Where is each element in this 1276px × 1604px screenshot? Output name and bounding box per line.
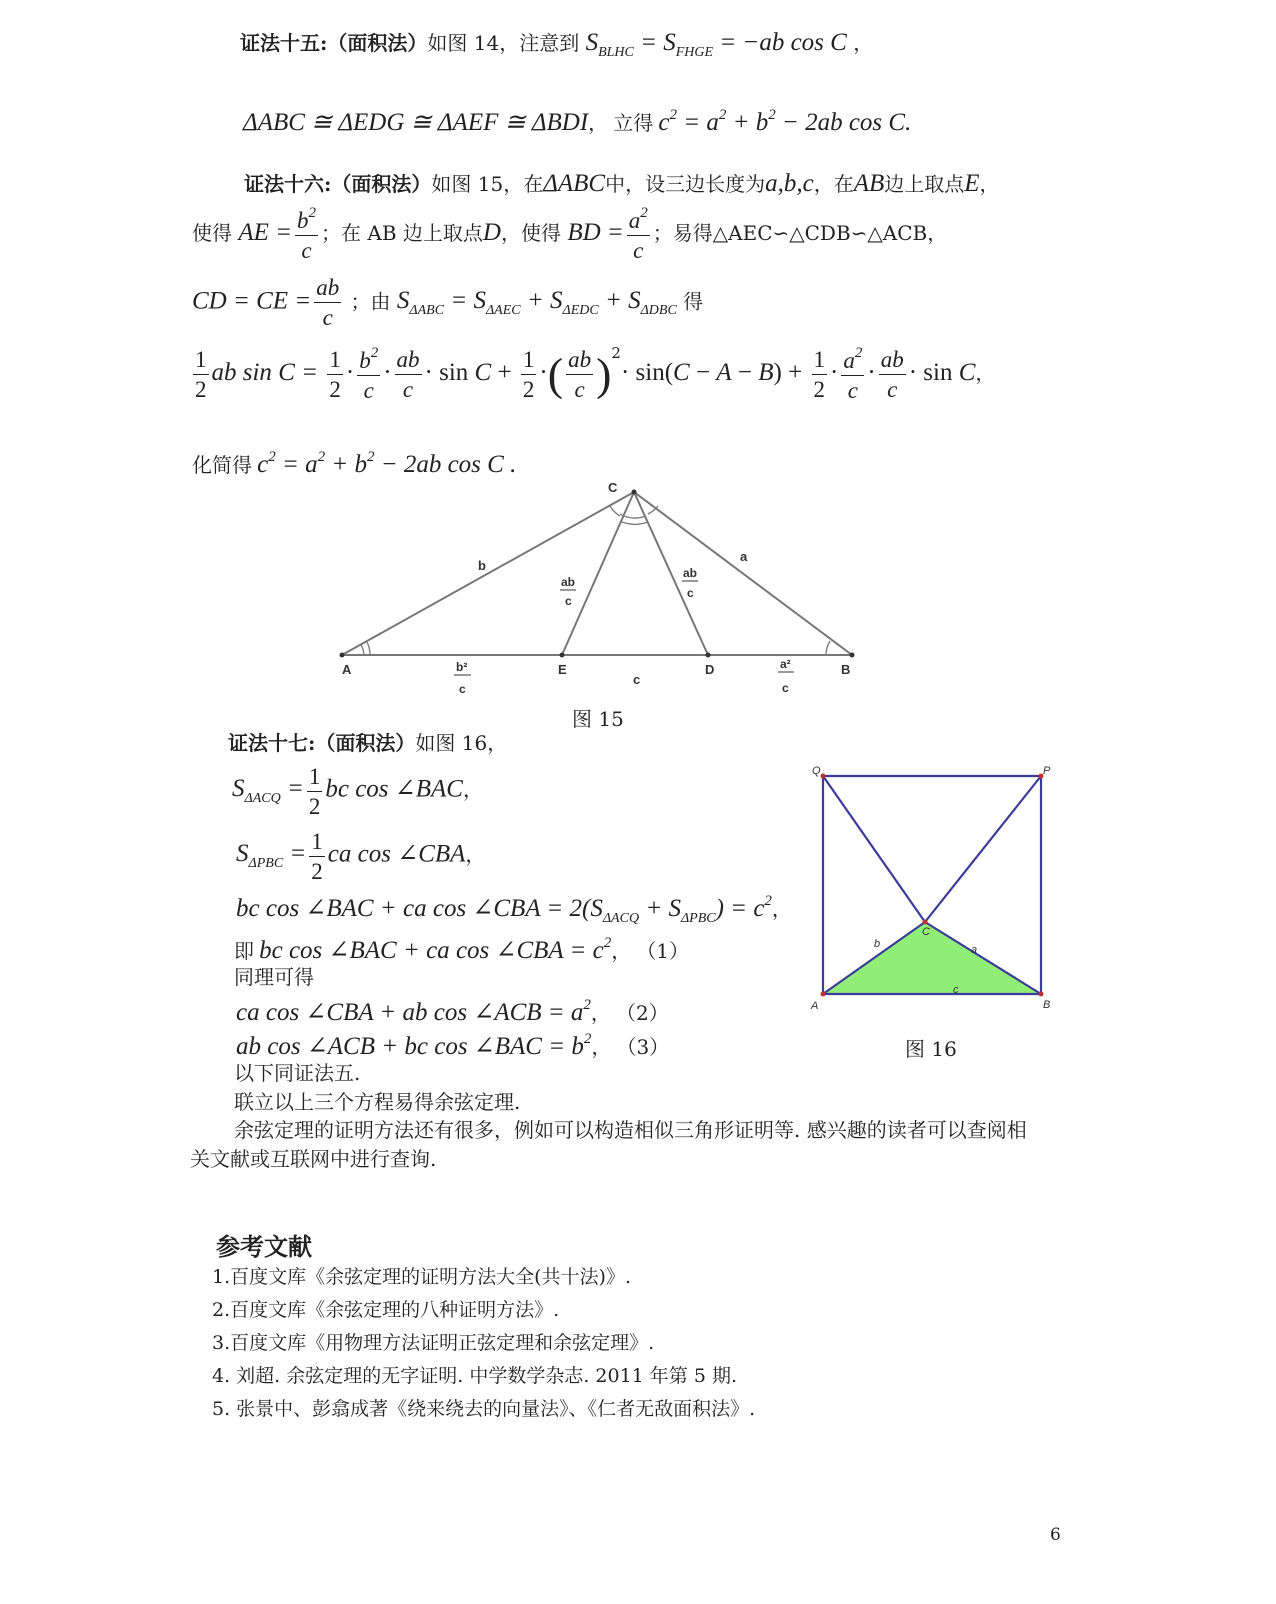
reference-item-5: 5. 张景中、彭翕成著《绕来绕去的向量法》、《仁者无敌面积法》. xyxy=(212,1398,756,1420)
proof-16-text-1: 如图 15，在 xyxy=(431,172,544,196)
fig15-label-b: b xyxy=(478,558,486,573)
svg-text:a²: a² xyxy=(780,657,791,671)
svg-text:c: c xyxy=(687,586,694,600)
proof-15-line-2: ΔABC ≅ ΔEDG ≅ ΔAEF ≅ ΔBDI， 立得 $c^2 = a^2 + b^2 - 2ab$ cos C. xyxy=(243,107,912,136)
fig15-label-E: E xyxy=(558,662,567,677)
references-heading: 参考文献 xyxy=(216,1232,312,1261)
fig15-label-B: B xyxy=(841,662,851,677)
proof-16-area-equation: $\frac{1}{2}$ ab sin C = $\frac{1}{2}$ · $\frac{b^2}{c}$ · $\frac{ab}{c}$ · sin C + $\frac{1}{2}$ ·( $\frac{ab}{c}$ )$^2$· sin(C − A − B) + $\frac{1}{2}$ · $\frac{a^2}{c}$ · $\frac{ab}{c}$ · sin C， xyxy=(195,343,996,404)
proof-15-conclude-text: 立得 xyxy=(613,111,654,135)
svg-text:b²: b² xyxy=(456,660,468,674)
proof-15-text: 如图 14，注意到 xyxy=(427,31,580,55)
svg-text:c: c xyxy=(782,681,789,695)
reference-item-3: 3.百度文库《用物理方法证明正弦定理和余弦定理》. xyxy=(212,1332,655,1354)
fig15-label-A: A xyxy=(342,662,352,677)
fig16-label-c: c xyxy=(953,984,959,996)
proof-15-formula-1: $S_{BLHC} = S_{FHGE} = -ab$ cos C xyxy=(585,29,847,60)
proof-17-eq-5: ca cos ∠CBA + ab cos ∠ACB = $a^2$， （2） xyxy=(236,997,669,1026)
reference-item-4: 4. 刘超. 余弦定理的无字证明. 中学数学杂志. 2011 年第 5 期. xyxy=(212,1365,738,1387)
proof-16-line-3: CD = CE = $\frac{ab}{c}$ ；由 $S_{\Delta ABC} = S_{\Delta AEC} + S_{\Delta EDC} + S_{\Delta DBC}$ 得 xyxy=(192,275,704,331)
proof-16-text-3: ，在 xyxy=(813,172,854,196)
proof-17-text: 如图 16， xyxy=(415,731,508,755)
fig16-label-C: C xyxy=(922,926,930,938)
proof-16-text-4: 边上取点 xyxy=(884,172,965,196)
proof-16-l2c: ，使得 xyxy=(500,220,561,245)
fig16-label-B: B xyxy=(1043,999,1051,1011)
proof-16-l3a: ；由 xyxy=(350,289,391,314)
proof-16-simplify-text: 化简得 xyxy=(192,453,252,477)
proof-17-eq-6: ab cos ∠ACB + bc cos ∠BAC = $b^2$， （3） xyxy=(236,1031,670,1060)
fig16-label-P: P xyxy=(1043,765,1051,777)
proof-15-cosine-law: $c^2 = a^2 + b^2 - 2ab$ cos C. xyxy=(658,107,912,136)
proof-16-l3b: 得 xyxy=(683,289,704,314)
fig15-label-D: D xyxy=(705,662,715,677)
proof-17-eq-2: $S_{\Delta PBC}$ = $\frac{1}{2}$ ca cos ∠CBA， xyxy=(236,829,486,885)
figure-15-caption: 图 15 xyxy=(572,707,624,731)
fig15-fraction-labels xyxy=(454,566,794,696)
fig16-label-b: b xyxy=(874,938,881,950)
proof-16-l2d: ；易得△AEC∽△CDB∽△ACB， xyxy=(652,220,948,245)
proof-15-congruence: ΔABC ≅ ΔEDG ≅ ΔAEF ≅ ΔBDI xyxy=(243,109,589,136)
proof-17-label: 证法十七:（面积法） xyxy=(228,731,416,755)
fig15-label-c: c xyxy=(633,672,641,687)
proof-17-eq-4: 即 bc cos ∠BAC + ca cos ∠CBA = $c^2$， （1） xyxy=(234,935,690,964)
fig15-label-C: C xyxy=(608,480,618,495)
figure-16 xyxy=(808,762,1058,1012)
proof-17-eq6-tag: （3） xyxy=(616,1035,670,1059)
proof-17-similarly: 同理可得 xyxy=(234,965,314,989)
figure-15 xyxy=(330,478,870,700)
proof-16-l2b: ；在 AB 边上取点 xyxy=(321,220,483,245)
svg-text:ab: ab xyxy=(683,566,698,580)
fig15-label-a: a xyxy=(740,549,748,564)
proof-17-eq4-tag: （1） xyxy=(636,939,690,963)
figure-16-caption: 图 16 xyxy=(905,1037,957,1061)
proof-17-eq-3: bc cos ∠BAC + ca cos ∠CBA = $2(S_{\Delta ACQ} + S_{\Delta PBC}) = c^2$， xyxy=(236,893,792,926)
fig16-label-a: a xyxy=(971,944,978,956)
proof-16-l2a: 使得 xyxy=(192,220,232,245)
proof-16-simplify: 化简得 $c^2 = a^2 + b^2 - 2ab$ cos C . xyxy=(192,449,517,478)
reference-item-2: 2.百度文库《余弦定理的八种证明方法》. xyxy=(212,1299,560,1321)
proof-17-eq5-tag: （2） xyxy=(616,1001,669,1025)
page-number: 6 xyxy=(1050,1525,1061,1545)
svg-text:c: c xyxy=(459,682,466,696)
svg-text:c: c xyxy=(565,594,572,608)
proof-17-after-3: 余弦定理的证明方法还有很多，例如可以构造相似三角形证明等. 感兴趣的读者可以查阅相 xyxy=(234,1118,1027,1142)
fig16-label-Q: Q xyxy=(812,765,821,777)
proof-17-eq-1: $S_{\Delta ACQ}$ = $\frac{1}{2}$ bc cos ∠BAC， xyxy=(232,764,483,820)
proof-17-eq4-prefix: 即 xyxy=(234,939,254,963)
proof-15-line-1: 证法十五:（面积法）如图 14，注意到 $S_{BLHC} = S_{FHGE} = -ab$ cos C ， xyxy=(240,29,874,60)
proof-16-label: 证法十六:（面积法） xyxy=(244,172,432,196)
proof-16-line-2: 使得 AE = $\frac{b^2}{c}$ ；在 AB 边上取点D，使得 BD = $\frac{a^2}{c}$ ；易得△AEC∽△CDB∽△ACB， xyxy=(192,205,948,264)
proof-17-line-1 xyxy=(228,733,507,753)
svg-text:ab: ab xyxy=(561,575,576,589)
reference-item-1: 1.百度文库《余弦定理的证明方法大全(共十法)》. xyxy=(212,1266,631,1288)
proof-16-line-1: 证法十六:（面积法）如图 15，在ΔABC中，设三边长度为a,b,c，在AB边上取点E， xyxy=(244,170,1000,197)
proof-17-after-1: 以下同证法五. xyxy=(234,1061,361,1085)
fig16-triangle-fill xyxy=(823,922,1041,994)
proof-16-text-2: 中，设三边长度为 xyxy=(605,172,766,196)
proof-17-after-4: 关文献或互联网中进行查询. xyxy=(190,1147,437,1171)
proof-15-label: 证法十五:（面积法） xyxy=(240,31,428,55)
fig16-label-A: A xyxy=(811,1000,819,1012)
proof-17-after-2: 联立以上三个方程易得余弦定理. xyxy=(234,1090,521,1114)
